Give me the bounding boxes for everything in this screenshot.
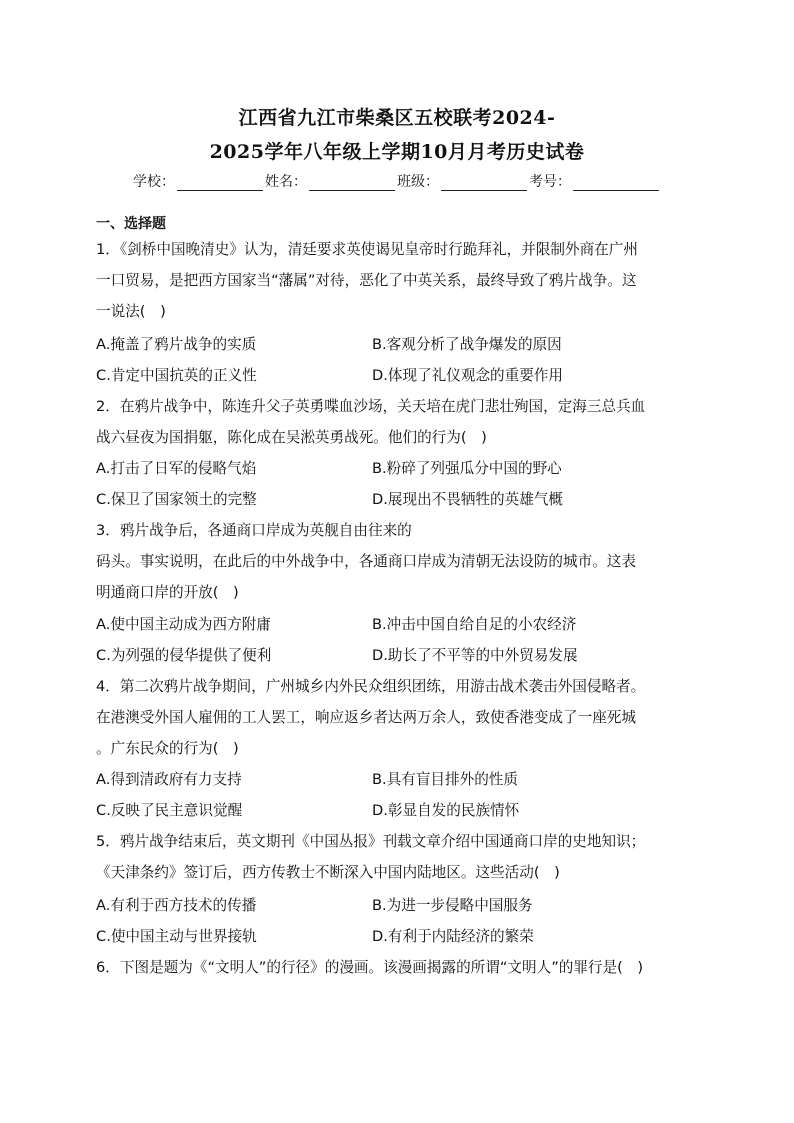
question-1-line-3: 一说法( ) — [96, 303, 166, 320]
question-3-line-2: 码头。事实说明，在此后的中外战争中，各通商口岸成为清朝无法设防的城市。这表 — [96, 553, 636, 570]
question-5-line-1: 5．鸦片战争结束后，英文期刊《中国丛报》刊载文章介绍中国通商口岸的史地知识； — [96, 833, 646, 850]
question-5-line-2: 《天津条约》签订后，西方传教士不断深入中国内陆地区。这些活动( ) — [96, 864, 560, 881]
question-1-option-d[interactable]: D.体现了礼仪观念的重要作用 — [372, 367, 564, 384]
question-2-option-b[interactable]: B.粉碎了列强瓜分中国的野心 — [372, 460, 562, 477]
question-4-line-3: 。广东民众的行为( ) — [96, 740, 239, 757]
school-blank[interactable] — [177, 175, 263, 191]
question-2-line-1: 2．在鸦片战争中，陈连升父子英勇喋血沙场，关天培在虎门悲壮殉国，定海三总兵血 — [96, 398, 646, 415]
question-4-option-b[interactable]: B.具有盲目排外的性质 — [372, 771, 518, 788]
student-info-row — [0, 171, 794, 191]
question-2-option-d[interactable]: D.展现出不畏牺牲的英雄气概 — [372, 491, 564, 508]
class-blank[interactable] — [441, 175, 527, 191]
question-3-option-a[interactable]: A.使中国主动成为西方附庸 — [96, 616, 271, 633]
question-5-option-c[interactable]: C.使中国主动与世界接轨 — [96, 928, 257, 945]
question-3-option-b[interactable]: B.冲击中国自给自足的小农经济 — [372, 616, 577, 633]
question-3-line-3: 明通商口岸的开放( ) — [96, 584, 239, 601]
school-field — [133, 171, 265, 191]
question-5-option-a[interactable]: A.有利于西方技术的传播 — [96, 897, 257, 914]
name-label: 姓名： — [265, 174, 307, 190]
question-6-line-1: 6．下图是题为《“文明人”的行径》的漫画。该漫画揭露的所谓“文明人”的罪行是( ) — [96, 959, 644, 976]
class-field — [397, 171, 529, 191]
name-blank[interactable] — [309, 175, 395, 191]
question-1-line-1: 1．《剑桥中国晚清史》认为，清廷要求英使谒见皇帝时行跪拜礼，并限制外商在广州 — [96, 241, 638, 258]
question-2-line-2: 战六昼夜为国捐躯，陈化成在吴淞英勇战死。他们的行为( ) — [96, 429, 487, 446]
question-1-option-c[interactable]: C.肯定中国抗英的正义性 — [96, 367, 257, 384]
question-5-option-d[interactable]: D.有利于内陆经济的繁荣 — [372, 928, 534, 945]
question-4-option-a[interactable]: A.得到清政府有力支持 — [96, 771, 242, 788]
name-field — [265, 171, 397, 191]
question-3-option-c[interactable]: C.为列强的侵华提供了便利 — [96, 647, 272, 664]
question-3-line-1: 3．鸦片战争后，各通商口岸成为英舰自由往来的 — [96, 522, 412, 539]
question-1-option-a[interactable]: A.掩盖了鸦片战争的实质 — [96, 336, 257, 353]
question-1-option-b[interactable]: B.客观分析了战争爆发的原因 — [372, 336, 562, 353]
number-blank[interactable] — [573, 175, 659, 191]
question-3-option-d[interactable]: D.助长了不平等的中外贸易发展 — [372, 647, 578, 664]
question-1-line-2: 一口贸易，是把西方国家当“藩属”对待，恶化了中英关系，最终导致了鸦片战争。这 — [96, 272, 637, 289]
question-2-option-c[interactable]: C.保卫了国家领土的完整 — [96, 491, 257, 508]
class-label: 班级： — [397, 174, 439, 190]
school-label: 学校： — [133, 174, 175, 190]
question-5-option-b[interactable]: B.为进一步侵略中国服务 — [372, 897, 533, 914]
exam-title-line-1: 江西省九江市柴桑区五校联考2024- — [238, 107, 556, 129]
question-4-line-2: 在港澳受外国人雇佣的工人罢工，响应返乡者达两万余人，致使香港变成了一座死城 — [96, 709, 636, 726]
exam-title-line-2: 2025学年八年级上学期10月月考历史试卷 — [209, 141, 585, 163]
question-2-option-a[interactable]: A.打击了日军的侵略气焰 — [96, 460, 257, 477]
number-label: 考号： — [529, 174, 571, 190]
question-4-option-c[interactable]: C.反映了民主意识觉醒 — [96, 802, 243, 819]
number-field — [529, 171, 661, 191]
question-4-line-1: 4．第二次鸦片战争期间，广州城乡内外民众组织团练，用游击战术袭击外国侵略者。 — [96, 678, 646, 695]
section-title: 一、选择题 — [96, 216, 166, 232]
question-4-option-d[interactable]: D.彰显自发的民族情怀 — [372, 802, 520, 819]
